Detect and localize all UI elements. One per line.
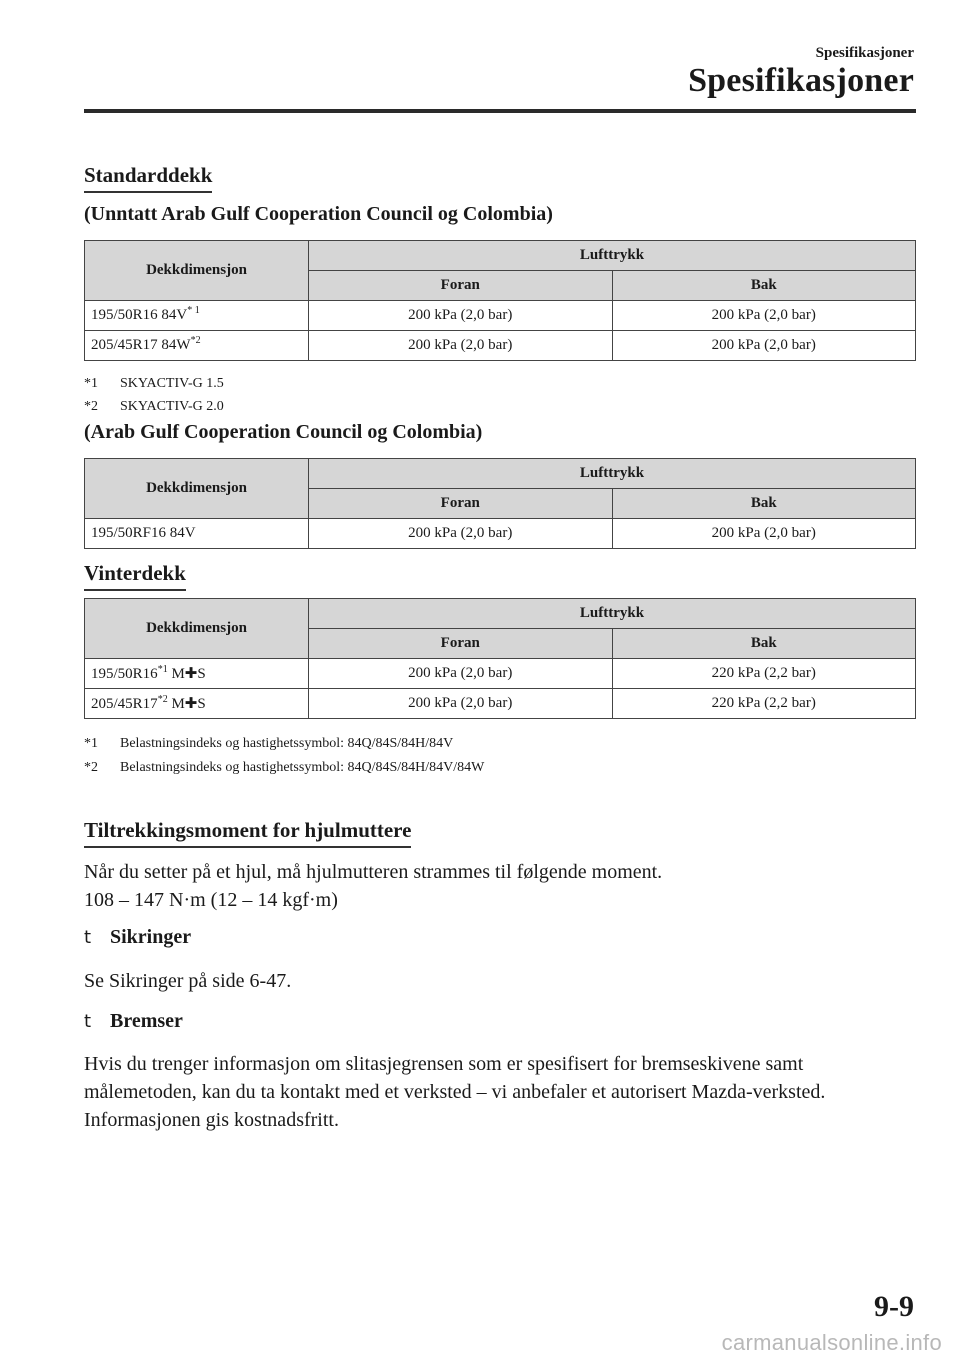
col-dimension: Dekkdimensjon [85, 599, 309, 659]
heading-fuses: t Sikringer [84, 926, 192, 948]
pressure-table-agcc [84, 458, 916, 549]
cell-front: 200 kPa (2,0 bar) [309, 301, 613, 331]
subtitle-excluding-agcc: (Unntatt Arab Gulf Cooperation Council og Colombia) [84, 203, 553, 225]
col-front: Foran [309, 489, 613, 519]
torque-text: Når du setter på et hjul, må hjulmutteren strammes til følgende moment. [84, 861, 663, 883]
table-header-row [85, 241, 916, 271]
footnote-ref: *2 [157, 694, 168, 705]
subtitle-agcc: (Arab Gulf Cooperation Council og Colombia) [84, 421, 483, 443]
col-rear: Bak [612, 629, 916, 659]
footnote-ref: *2 [190, 335, 201, 346]
brakes-text-line: Informasjonen gis kostnadsfritt. [84, 1109, 339, 1131]
brakes-text-line: målemetoden, kan du ta kontakt med et verksted – vi anbefaler et autorisert Mazda-verksted. [84, 1081, 826, 1103]
table-header-row [85, 599, 916, 629]
cell-front: 200 kPa (2,0 bar) [309, 519, 613, 549]
cell-rear: 220 kPa (2,2 bar) [612, 689, 916, 719]
col-rear: Bak [612, 271, 916, 301]
watermark: carmanualsonline.info [721, 1330, 942, 1355]
page-number: 9-9 [874, 1290, 914, 1323]
table-row [85, 301, 916, 331]
cell-front: 200 kPa (2,0 bar) [309, 659, 613, 689]
heading-brakes: t Bremser [84, 1010, 183, 1032]
table-row [85, 331, 916, 361]
running-header-title: Spesifikasjoner [688, 62, 914, 99]
cell-front: 200 kPa (2,0 bar) [309, 331, 613, 361]
cell-rear: 200 kPa (2,0 bar) [612, 519, 916, 549]
section-title-torque: Tiltrekkingsmoment for hjulmuttere [84, 818, 411, 848]
section-title-winter: Vinterdekk [84, 561, 186, 591]
cell-dimension: 205/45R17$^{*2}$ M✚S [85, 689, 309, 719]
col-dimension: Dekkdimensjon [85, 459, 309, 519]
footnote: *2 Belastningsindeks og hastighetssymbol: 84Q/84S/84H/84V/84W [84, 760, 485, 775]
table-row [85, 519, 916, 549]
footnote-ref: *1 [157, 664, 168, 675]
col-dimension: Dekkdimensjon [85, 241, 309, 301]
running-header-small: Spesifikasjoner [815, 45, 914, 61]
bullet-icon: t [84, 1011, 92, 1032]
col-front: Foran [309, 271, 613, 301]
bullet-icon: t [84, 927, 92, 948]
cell-front: 200 kPa (2,0 bar) [309, 689, 613, 719]
cell-rear: 200 kPa (2,0 bar) [612, 301, 916, 331]
brakes-text-line: Hvis du trenger informasjon om slitasjegrensen som er spesifisert for bremseskivene samt [84, 1053, 804, 1075]
cell-rear: 220 kPa (2,2 bar) [612, 659, 916, 689]
table-row [85, 659, 916, 689]
col-rear: Bak [612, 489, 916, 519]
pressure-table-standard [84, 240, 916, 361]
pressure-table-winter [84, 598, 916, 719]
footnote: *1 SKYACTIV-G 1.5 [84, 376, 224, 391]
col-pressure-group: Lufttrykk [309, 599, 916, 629]
footnote-ref: * 1 [187, 305, 200, 316]
mud-snow-mark: M✚S [171, 696, 206, 712]
footnote: *1 Belastningsindeks og hastighetssymbol: 84Q/84S/84H/84V [84, 736, 454, 751]
torque-value: 108 – 147 N·m (12 – 14 kgf·m) [84, 889, 338, 911]
cell-dimension: 195/50R16$^{*1}$ M✚S [85, 659, 309, 689]
col-pressure-group: Lufttrykk [309, 241, 916, 271]
col-front: Foran [309, 629, 613, 659]
section-title-standard: Standarddekk [84, 163, 212, 193]
mud-snow-mark: M✚S [171, 666, 206, 682]
fuses-text: Se Sikringer på side 6-47. [84, 970, 292, 992]
header-rule [84, 109, 916, 113]
table-header-row [85, 459, 916, 489]
table-row [85, 689, 916, 719]
col-pressure-group: Lufttrykk [309, 459, 916, 489]
cell-rear: 200 kPa (2,0 bar) [612, 331, 916, 361]
footnote: *2 SKYACTIV-G 2.0 [84, 399, 224, 414]
cell-dimension: 195/50R16 $84V^{* 1}$ [85, 301, 309, 331]
cell-dimension: 195/50RF16 84V [85, 519, 309, 549]
cell-dimension: 205/45R17 $84W^{*2}$ [85, 331, 309, 361]
